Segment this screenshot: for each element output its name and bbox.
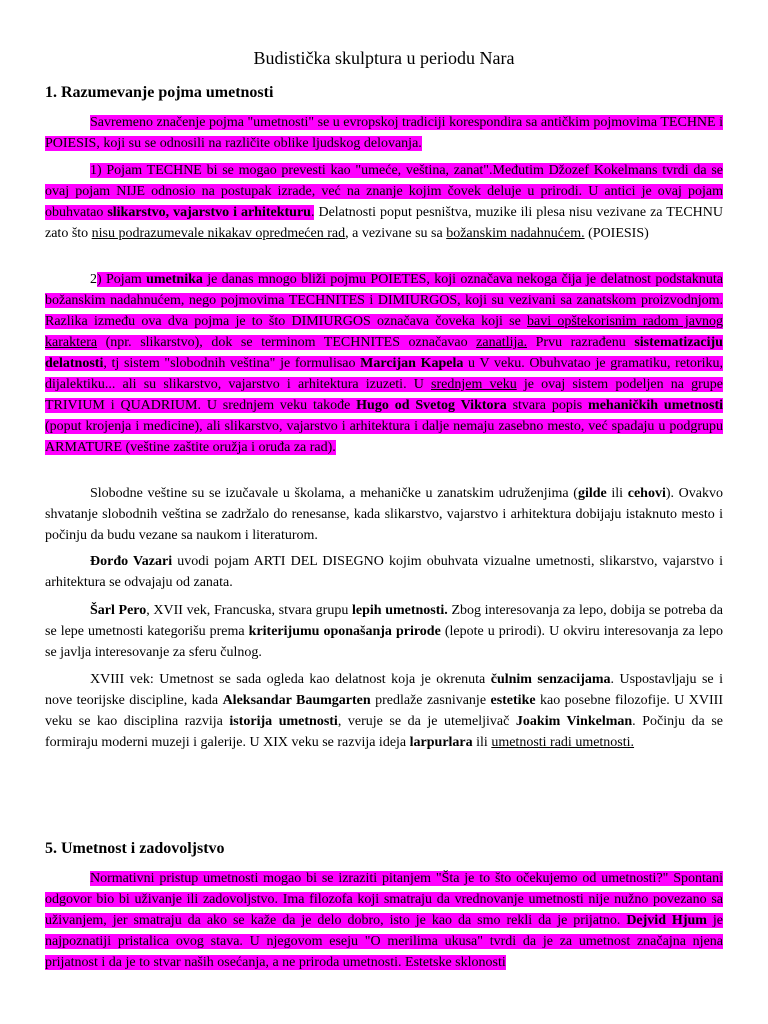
text-run: lepih umetnosti. <box>351 603 448 618</box>
text-run: (lepote u prirodi). U okviru interesovanja za lepo se javlja interesovanje za sferu čulnog. <box>45 624 724 660</box>
text-run: Šarl Pero <box>90 603 147 618</box>
text-run: umetnika <box>146 272 203 287</box>
text-run: je ovaj sistem podeljen na grupe TRIVIUM i QUADRIUM. U srednjem veku takođe <box>45 377 723 413</box>
text-run: Slobodne veštine su se izučavale u školama, a mehaničke u zanatskim udruženjima ( <box>90 486 578 501</box>
paragraph-umetnik <box>45 269 723 458</box>
document-title: Budistička skulptura u periodu Nara <box>253 48 515 68</box>
text-run: božanskim nadahnućem. <box>446 226 585 241</box>
text-run: Prvu razrađenu <box>527 335 635 350</box>
text-run: istorija umetnosti <box>229 714 338 729</box>
section-heading-1: 1. Razumevanje pojma umetnosti <box>45 84 274 101</box>
text-run: (npr. slikarstvo), dok se terminom TECHNITES označavao <box>97 335 477 350</box>
text-run: Zbog interesovanja za lepo, dobija se potreba da se lepe umetnosti kategorišu prema <box>45 603 723 639</box>
paragraph-techne-poiesis <box>45 112 723 154</box>
text-run: slikarstvo, vajarstvo i arhitekturu <box>107 205 311 220</box>
text-run: kriterijumu oponašanja prirode <box>248 624 441 639</box>
text-run: umetnosti radi umetnosti. <box>491 735 635 750</box>
text-run: (poput krojenja i medicine), ali slikarstvo, vajarstvo i arhitektura i dalje nemaju zasebno mesto, već spadaju u podgrupu ARMATURE (veštine zaštite oružja i oruđa za rad). <box>45 419 723 455</box>
text-run: uvodi pojam ARTI DEL DISEGNO kojim obuhvata vizualne umetnosti, slikarstvo, vajarstvo i arhitektura se odvajaju od zanata. <box>45 554 724 590</box>
text-run: , a vezivane su sa <box>345 226 447 241</box>
text-run: estetike <box>490 693 536 708</box>
text-run: Joakim Vinkelman <box>515 714 633 729</box>
text-run: , tj sistem "slobodnih veština" je formulisao <box>103 356 361 371</box>
text-run: čulnim senzacijama <box>490 672 611 687</box>
text-run: stvara popis <box>506 398 589 413</box>
text-run: predlaže zasnivanje <box>370 693 491 708</box>
text-run: . Počinju da se formiraju moderni muzeji i galerije. U XIX veku se razvija ideja <box>45 714 723 750</box>
paragraph-sarl-pero <box>45 600 723 663</box>
text-run: Savremeno značenje pojma "umetnosti" se u evropskoj tradiciji korespondira sa antičkim pojmovima TECHNE i POIESIS, koji su se odnosili na različite oblike ljudskog delovanja. <box>45 115 723 151</box>
text-run: u V veku. Obuhvatao je gramatiku, retoriku, dijalektiku... ali su slikarstvo, vajarstvo i arhitektura izuzeti. U <box>45 356 723 392</box>
text-run: sistematizaciju delatnosti <box>45 335 723 371</box>
text-run: ) Pojam <box>97 272 147 287</box>
text-run: Marcijan Kapela <box>360 356 464 371</box>
text-run: , veruje se da je utemeljivač <box>337 714 516 729</box>
text-run: 2 <box>90 272 97 287</box>
text-run: Dejvid Hjum <box>626 913 707 928</box>
paragraph-zadovoljstvo <box>45 868 723 973</box>
text-run: 1) Pojam TECHNE bi se mogao prevesti kao "umeće, veština, zanat".Međutim Džozef Kokelmans tvrdi da se ovaj pojam NIJE odnosio na postupak izrade, već na znanje kojim čovek deluje u prirodi. U antici je ovaj pojam obuhvatao <box>45 163 723 220</box>
text-run: kao posebne filozofije. U XVIII veku se kao disciplina razvija <box>45 693 724 729</box>
paragraph-vazari <box>45 551 723 593</box>
text-run: XVIII vek: Umetnost se sada ogleda kao delatnost koja je okrenuta <box>90 672 491 687</box>
text-run: Đorđo Vazari <box>90 554 173 569</box>
text-run: Hugo od Svetog Viktora <box>356 398 507 413</box>
text-run: , XVII vek, Francuska, stvara grupu <box>146 603 352 618</box>
text-run: larpurlara <box>409 735 473 750</box>
text-run: cehovi <box>627 486 666 501</box>
paragraph-slobodne-vestine <box>45 483 723 546</box>
paragraph-xviii-vek <box>45 669 723 753</box>
text-run: je danas mnogo bliži pojmu POIETES, koji označava nekoga čija je delatnost podstaknuta božanskim nadahnućem, nego pojmovima TECHNITES i DIMIURGOS, koji su vezivani sa zanatskom proizvodnjom. Razlika između ova dva pojma je to što DIMIURGOS označava čoveka koji se <box>45 272 723 329</box>
text-run: gilde <box>577 486 607 501</box>
section-heading-5: 5. Umetnost i zadovoljstvo <box>45 840 225 857</box>
text-run: nisu podrazumevale nikakav opredmećen rad <box>91 226 346 241</box>
text-run: (POIESIS) <box>584 226 649 241</box>
text-run: . <box>310 205 315 220</box>
text-run: srednjem veku <box>431 377 517 392</box>
text-run: ili <box>606 486 628 501</box>
text-run: zanatlija. <box>476 335 528 350</box>
text-run: ). Ovakvo shvatanje slobodnih veština se zadržalo do renesanse, kada slikarstvo, vajarstvo i arhitektura dobijaju istaknuto mesto i počinju da budu vezane sa naukom i literaturom. <box>45 486 723 543</box>
text-run: je najpoznatiji pristalica ovog stava. U njegovom eseju "O merilima ukusa" tvrdi da je za umetnost značajna njena prijatnost i da je to stvar naših osećanja, a ne priroda umetnosti. Estetske sklonosti <box>45 913 723 970</box>
text-run: Aleksandar Baumgarten <box>222 693 371 708</box>
text-run: . Uspostavljaju se i nove teorijske discipline, kada <box>45 672 723 708</box>
text-run: mehaničkih umetnosti <box>588 398 724 413</box>
text-run: Delatnosti poput pesništva, muzike ili plesa nisu vezivane za TECHNU zato što <box>45 205 724 241</box>
text-run: ili <box>472 735 492 750</box>
paragraph-techne <box>45 160 723 244</box>
text-run: Normativni pristup umetnosti mogao bi se izraziti pitanjem "Šta je to što očekujemo od umetnosti?" Spontani odgovor bio bi uživanje ili zadovoljstvo. Ima filozofa koji smatraju da vrednovanje umetnosti nije nužno povezano sa uživanjem, jer smatraju da ako se kaže da je delo dobro, isto je kao da smo rekli da je prijatno. <box>45 871 723 928</box>
text-run: bavi opštekorisnim radom javnog karaktera <box>45 314 723 350</box>
